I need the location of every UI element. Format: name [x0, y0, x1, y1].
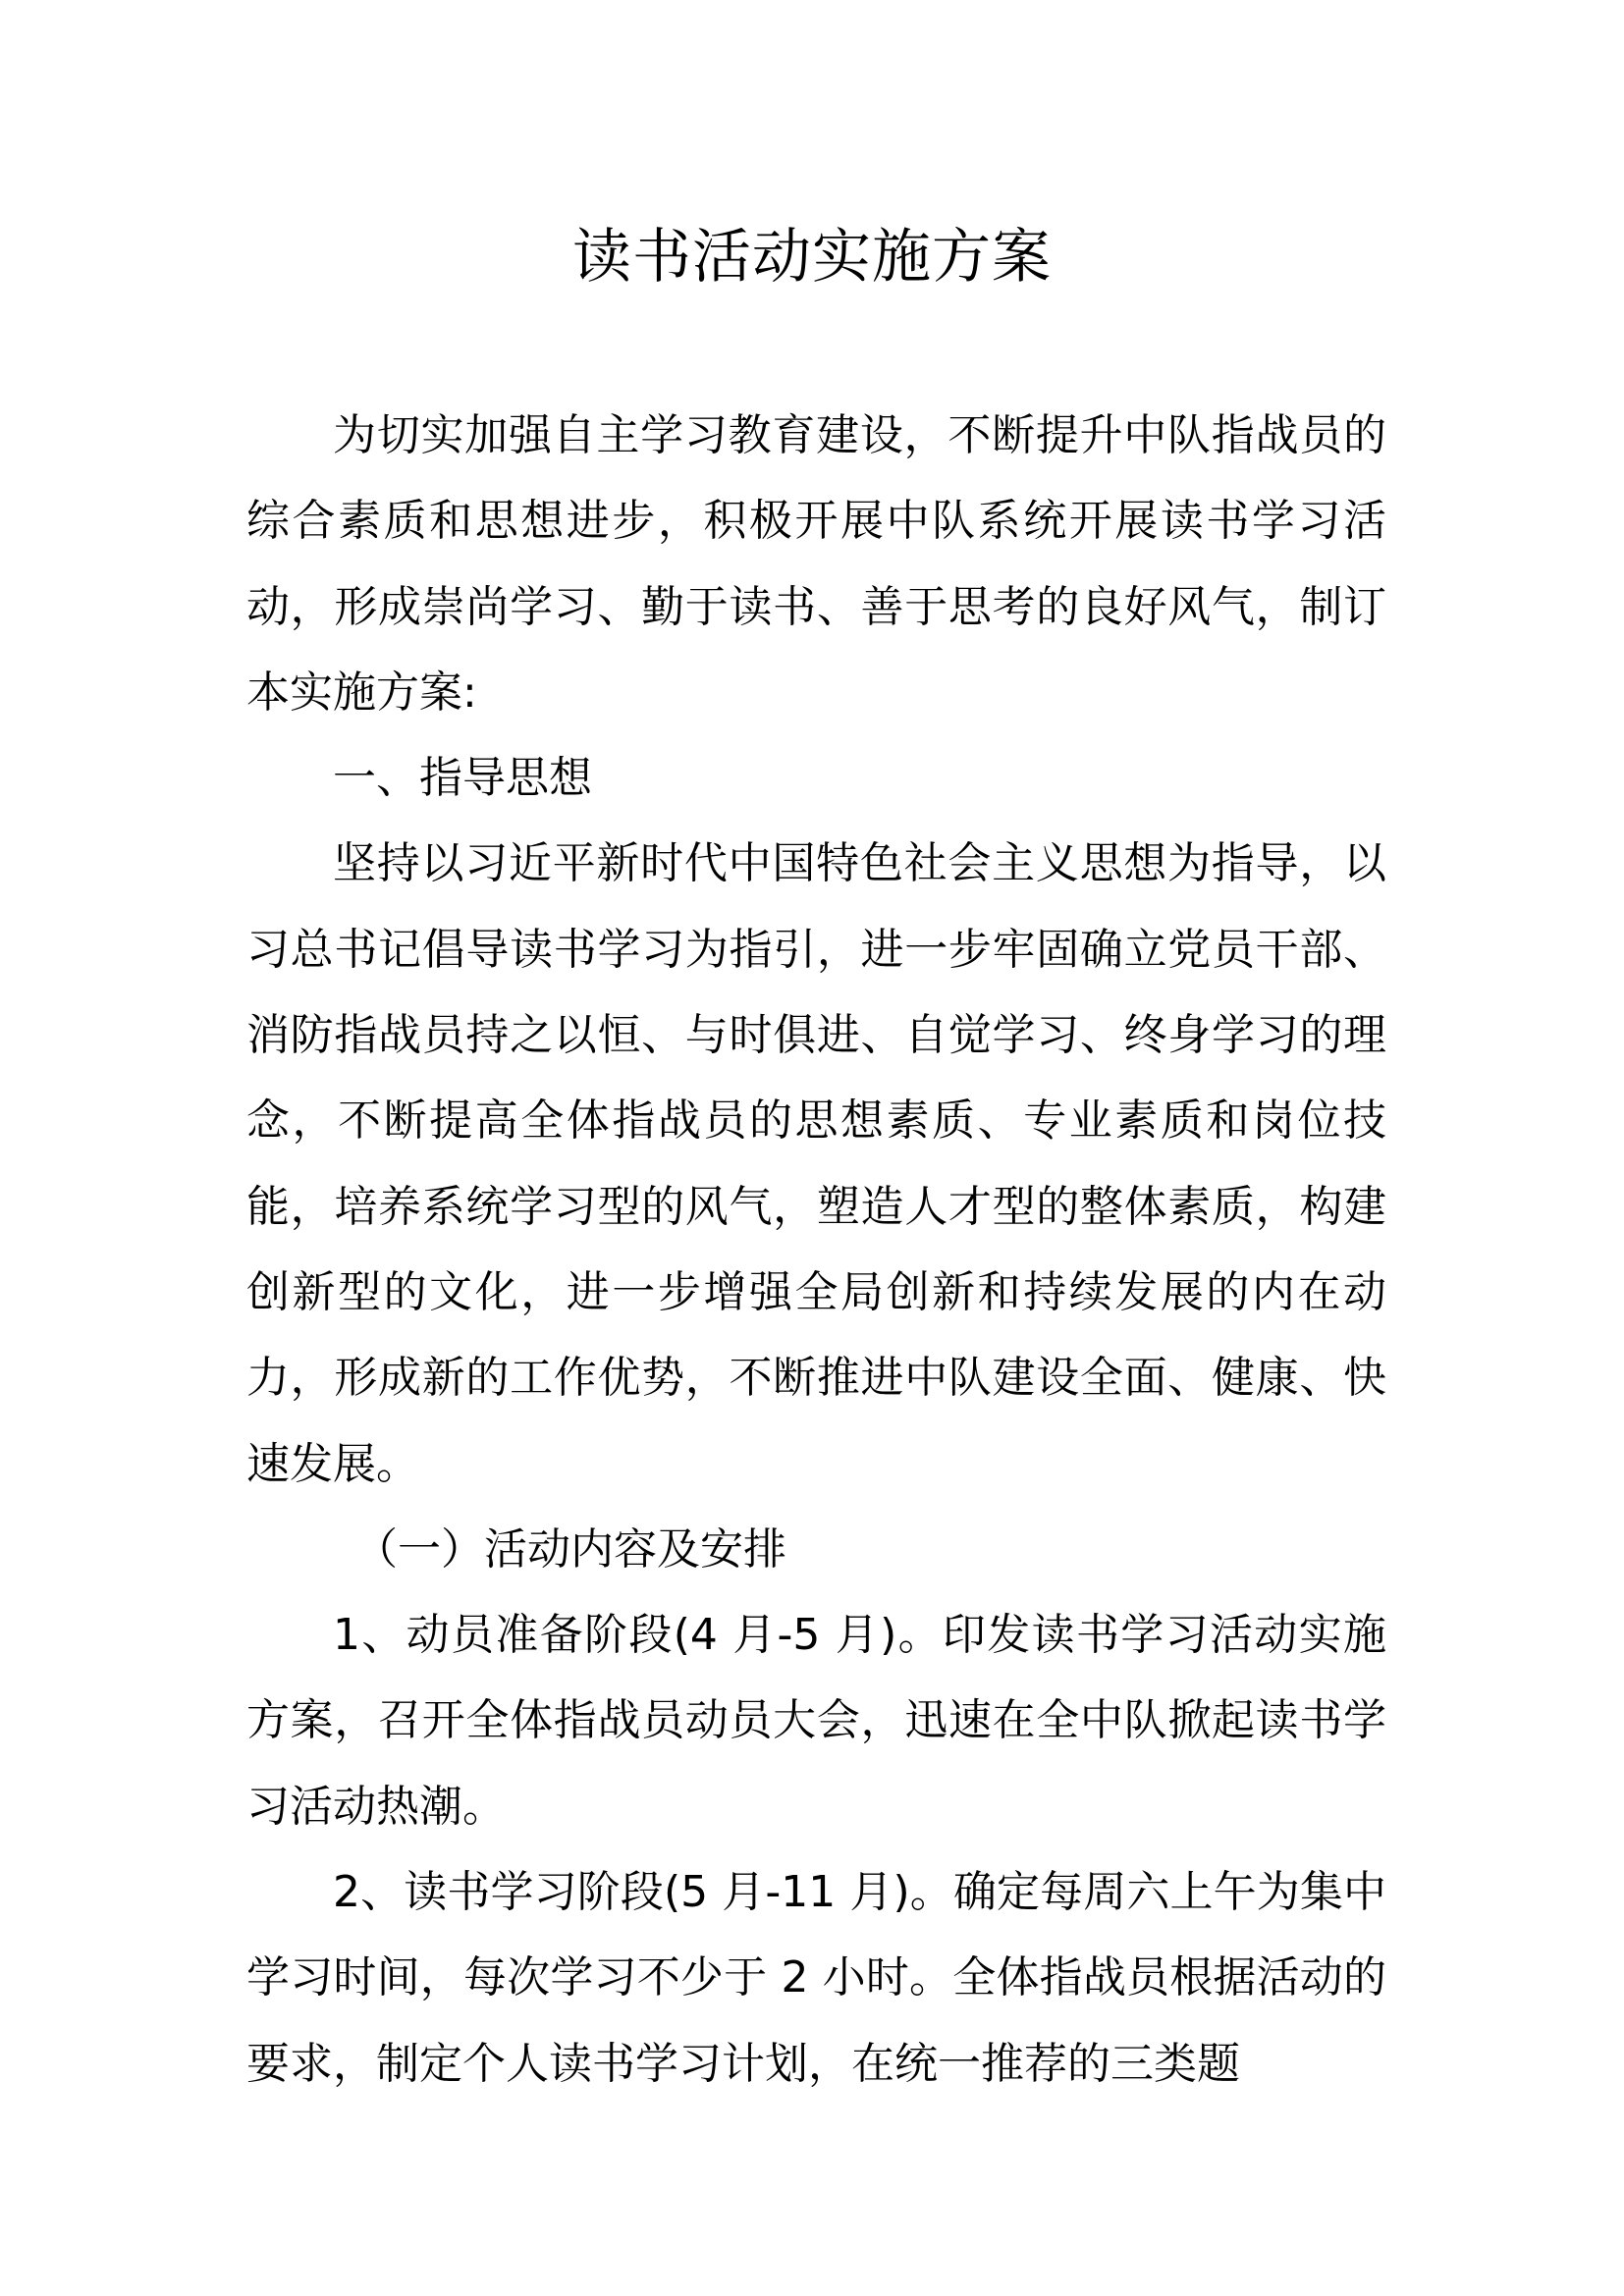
guiding-ideology-paragraph: 坚持以习近平新时代中国特色社会主义思想为指导，以习总书记倡导读书学习为指引，进一步牢固确立党员干部、消防指战员持之以恒、与时俱进、自觉学习、终身学习的理念，不断提高全体指战员的思想素质、专业素质和岗位技能，培养系统学习型的风气，塑造人才型的整体素质，构建创新型的文化，进一步增强全局创新和持续发展的内在动力，形成新的工作优势，不断推进中队建设全面、健康、快速发展。	[246, 838, 1386, 1489]
stage-1-paragraph: 1、动员准备阶段(4 月-5 月)。印发读书学习活动实施方案，召开全体指战员动员大会，迅速在全中队掀起读书学习活动热潮。	[246, 1610, 1386, 1832]
document-body	[246, 393, 1386, 2107]
document-title: 读书活动实施方案	[572, 223, 1052, 292]
subsection-heading-activities: （一）活动内容及安排	[354, 1523, 786, 1575]
stage-2-paragraph: 2、读书学习阶段(5 月-11 月)。确定每周六上午为集中学习时间，每次学习不少于 2 小时。全体指战员根据活动的要求，制定个人读书学习计划，在统一推荐的三类题	[246, 1867, 1386, 2089]
section-heading-guiding-ideology: 一、指导思想	[333, 753, 592, 804]
intro-paragraph: 为切实加强自主学习教育建设，不断提升中队指战员的综合素质和思想进步，积极开展中队系统开展读书学习活动，形成崇尚学习、勤于读书、善于思考的良好风气，制订本实施方案:	[246, 410, 1386, 718]
